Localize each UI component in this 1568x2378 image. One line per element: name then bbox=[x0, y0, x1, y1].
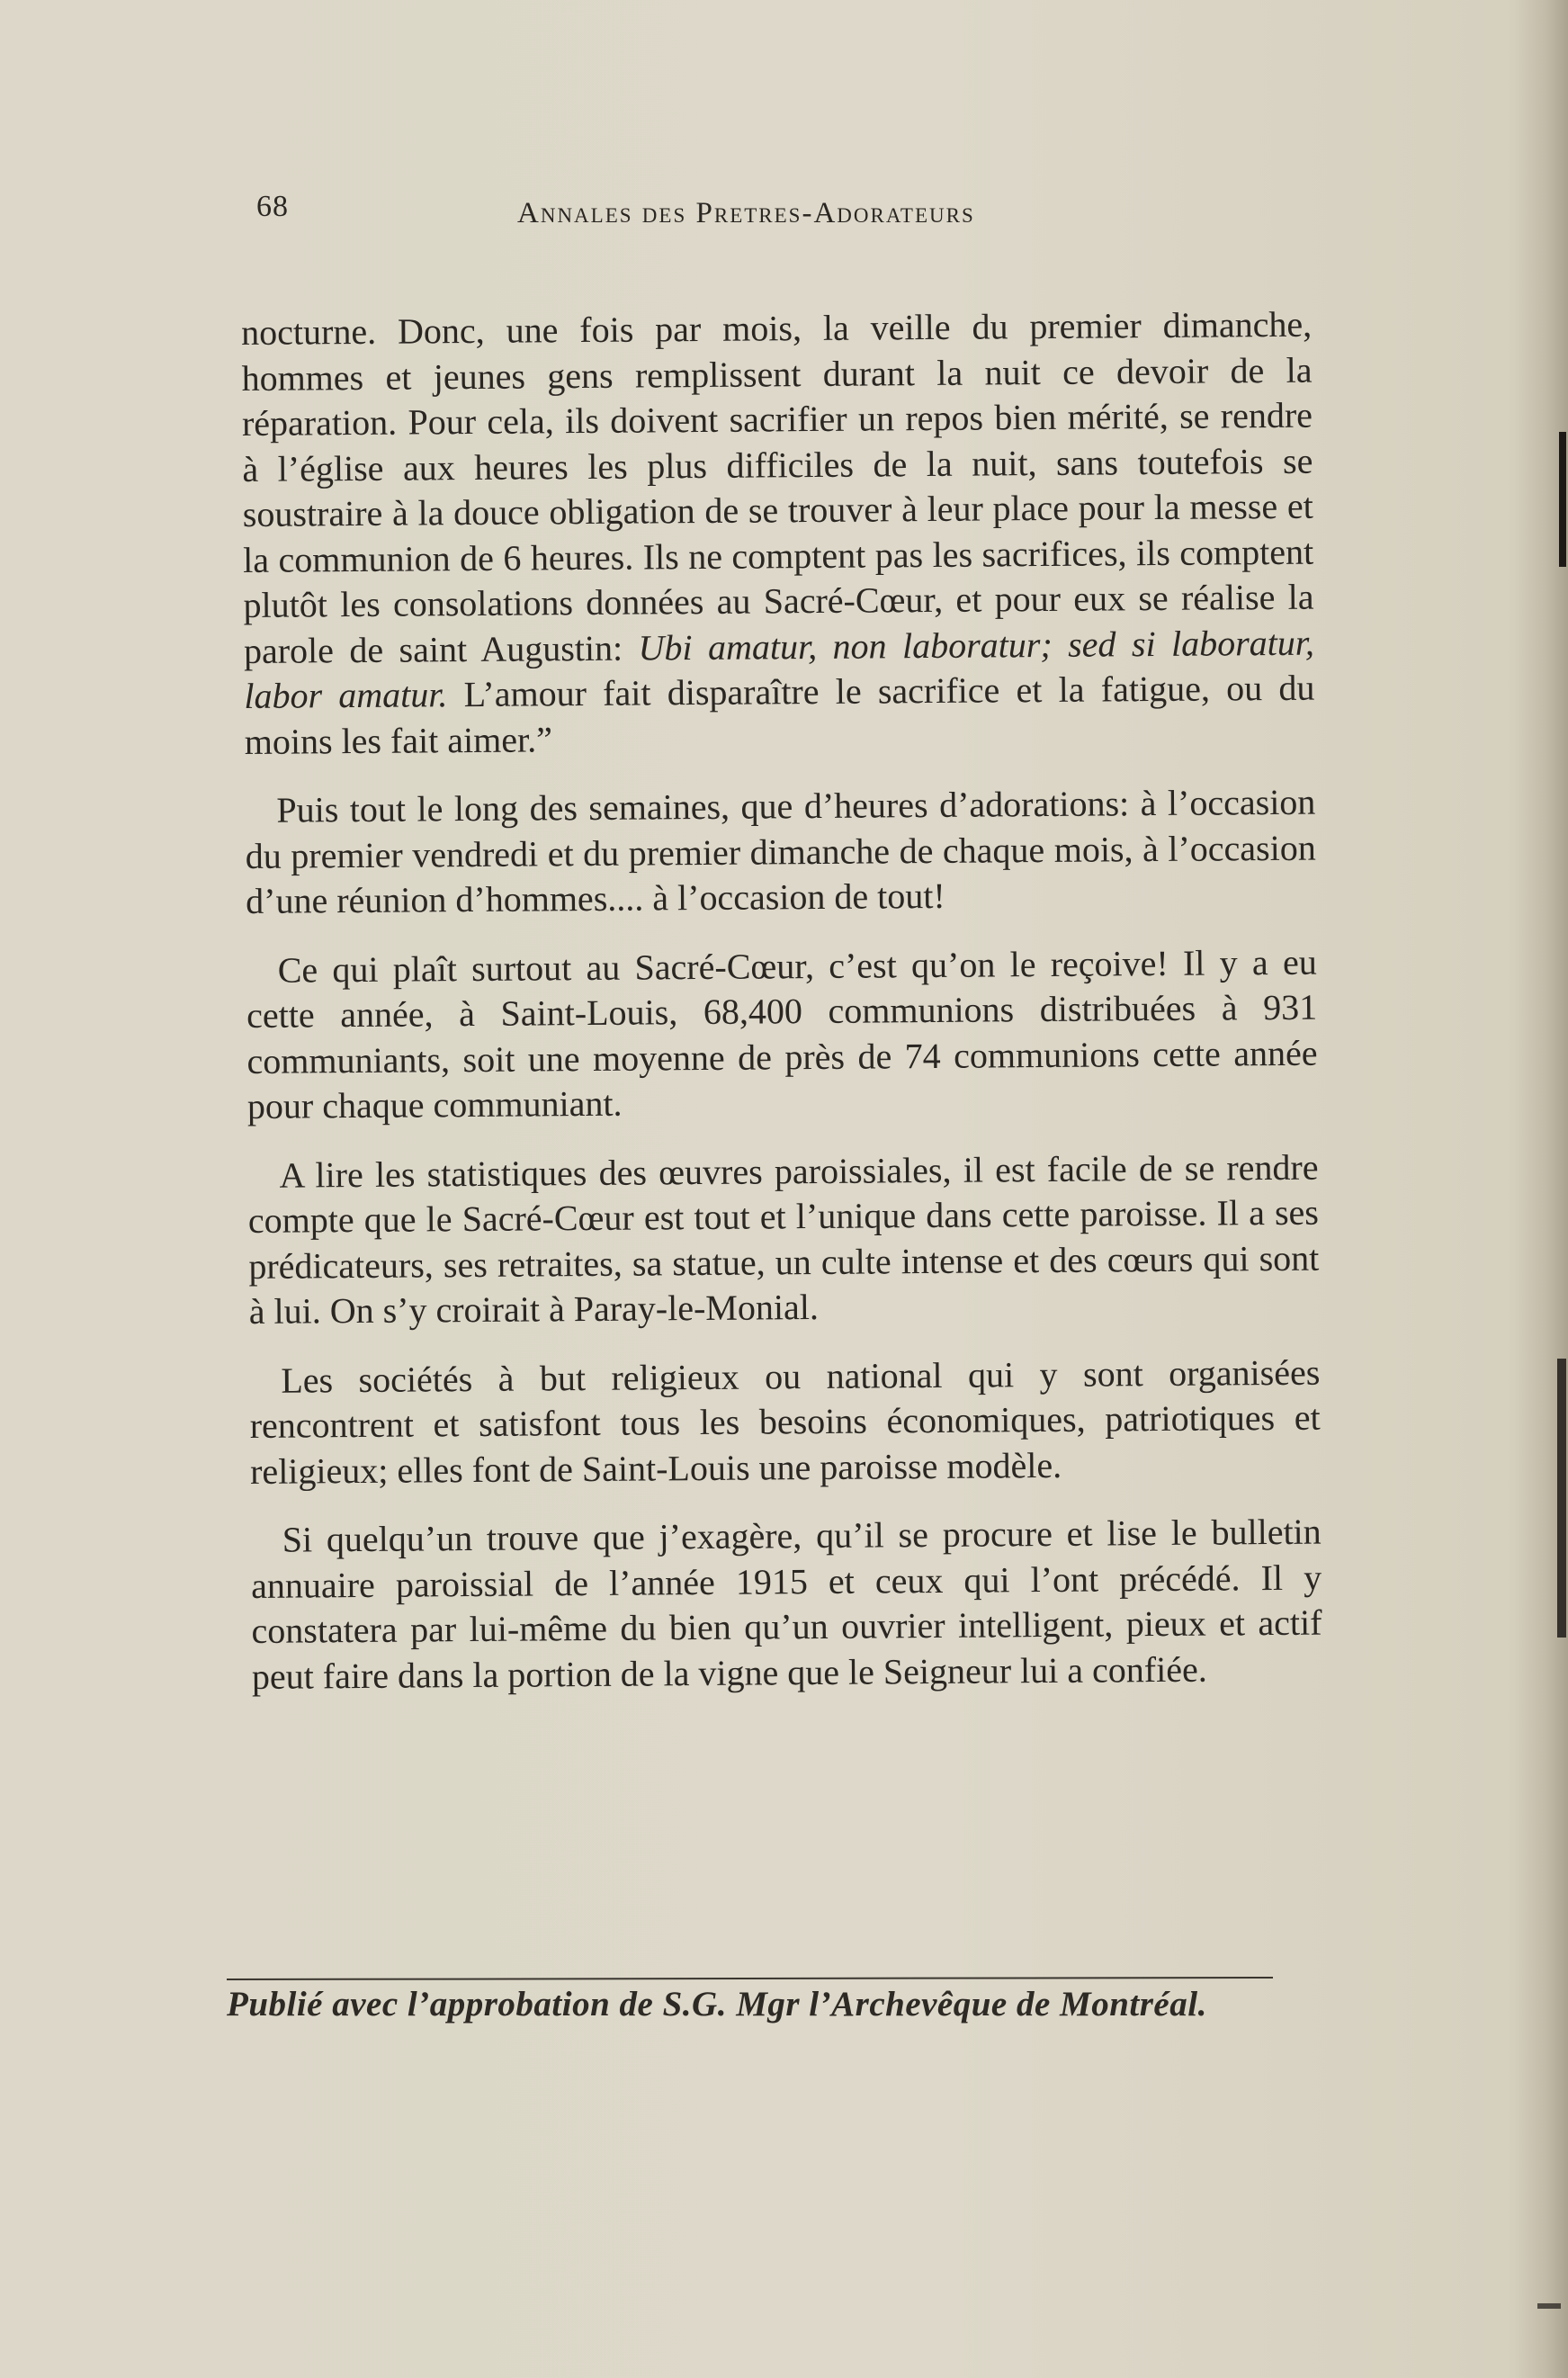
paragraph-1 bbox=[241, 302, 1315, 765]
paragraph-4: A lire les statistiques des œuvres paroissiales, il est facile de se rendre compte que le Sacré-Cœur est tout et l’unique dans cette paroisse. Il a ses prédicateurs, ses retraites, sa statue, un culte intense et des cœurs qui sont à lui. On s’y croirait à Paray-le-Monial. bbox=[247, 1146, 1320, 1332]
imprimatur-line: Publié avec l’approbation de S.G. Mgr l’Archevêque de Montréal. bbox=[227, 1985, 1207, 2024]
paragraph-1-text-end: L’amour fait disparaître le sacrifice et la fatigue, ou du moins les fait aimer.” bbox=[244, 667, 1315, 762]
body-text bbox=[241, 302, 1322, 1723]
paragraph-6: Si quelqu’un trouve que j’exagère, qu’il se procure et lise le bulletin annuaire paroissial de l’année 1915 et ceux qui l’ont précédé. Il y constatera par lui-même du bien qu’un ouvrier intelligent, pieux et actif peut faire dans la portion de la vigne que le Seigneur lui a confiée. bbox=[250, 1511, 1322, 1697]
paragraph-1-text: nocturne. Donc, une fois par mois, la veille du premier dimanche, hommes et jeunes gens remplissent durant la nuit ce devoir de la réparation. Pour cela, ils doivent sacrifier un repos bien mérité, se rendre à l’église aux heures les plus difficiles de la nuit, sans toutefois se soustraire à la douce obligation de se trouver à leur place pour la messe et la communion de 6 heures. Ils ne comptent pas les sacrifices, ils comptent plutôt les consolations données au Sacré-Cœur, et pour eux se réalise la parole de saint Augustin: bbox=[241, 303, 1314, 671]
paragraph-3: Ce qui plaît surtout au Sacré-Cœur, c’est qu’on le reçoive! Il y a eu cette année, à Saint-Louis, 68,400 communions distribuées à 931 communiants, soit une moyenne de près de 74 communions cette année pour chaque communiant. bbox=[246, 941, 1318, 1126]
running-title: Annales des Pretres-Adorateurs bbox=[517, 197, 975, 229]
binding-mark-middle bbox=[1557, 1359, 1566, 1638]
binding-mark-lower bbox=[1537, 2303, 1561, 2309]
page-number: 68 bbox=[256, 190, 289, 223]
paragraph-2: Puis tout le long des semaines, que d’heures d’adorations: à l’occasion du premier vendredi et du premier dimanche de chaque mois, à l’occasion d’une réunion d’hommes.... à l’occasion de tout! bbox=[245, 781, 1316, 921]
paragraph-5: Les sociétés à but religieux ou national qui y sont organisées rencontrent et satisfont tous les besoins économiques, patriotiques et religieux; elles font de Saint-Louis une paroisse modèle. bbox=[249, 1351, 1321, 1492]
latin-quotation: Ubi amatur, non laboratur; sed si laboratur, labor amatur. bbox=[244, 622, 1315, 716]
footer-rule bbox=[227, 1977, 1273, 1980]
page-edge-shadow bbox=[1514, 0, 1568, 2378]
running-head bbox=[256, 184, 1309, 238]
binding-mark-upper bbox=[1559, 432, 1566, 567]
